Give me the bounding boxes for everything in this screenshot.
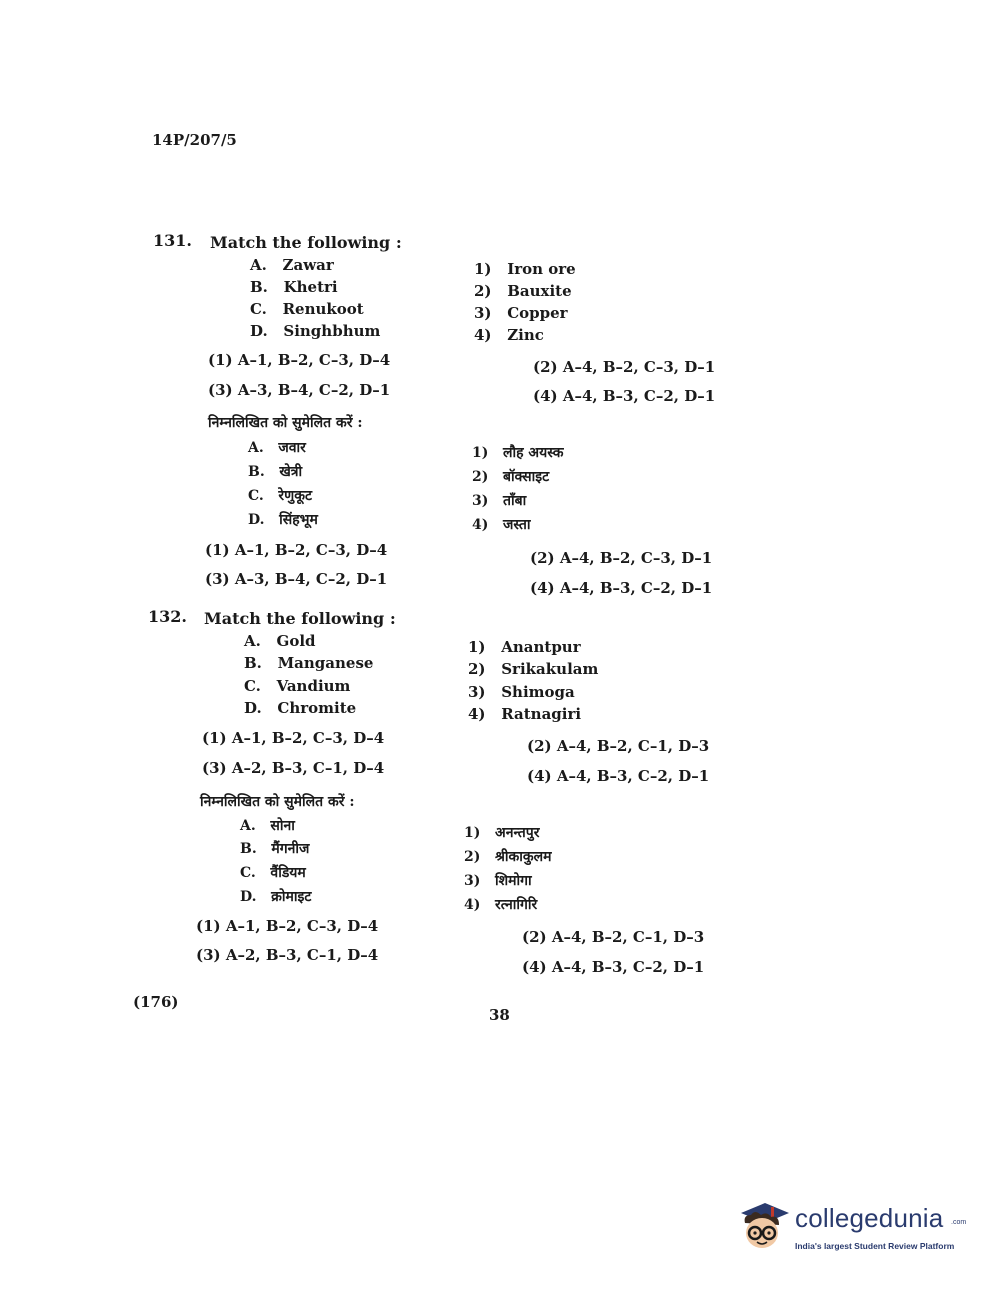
list-item: 2) श्रीकाकुलम: [464, 849, 552, 865]
list-item: 1) अनन्तपुर: [464, 825, 540, 841]
question-prompt-hi: निम्नलिखित को सुमेलित करें :: [200, 794, 355, 810]
list-item: C. Renukoot: [250, 300, 364, 318]
option-4: (4) A–4, B–3, C–2, D–1: [533, 387, 716, 405]
option-1-hi: (1) A–1, B–2, C–3, D–4: [205, 541, 388, 559]
question-prompt-en: Match the following :: [204, 609, 396, 628]
option-2: (2) A–4, B–2, C–1, D–3: [527, 737, 710, 755]
option-2-hi: (2) A–4, B–2, C–3, D–1: [530, 549, 713, 567]
question-prompt-hi: निम्नलिखित को सुमेलित करें :: [208, 415, 363, 431]
list-item: 4) रत्नागिरि: [464, 897, 538, 913]
option-4: (4) A–4, B–3, C–2, D–1: [527, 767, 710, 785]
list-item: A. जवार: [248, 440, 306, 456]
list-item: D. Singhbhum: [250, 322, 381, 340]
list-item: 3) ताँबा: [472, 493, 527, 509]
option-3: (3) A–2, B–3, C–1, D–4: [202, 759, 385, 777]
list-item: 2) Srikakulam: [468, 660, 599, 678]
option-4-hi: (4) A–4, B–3, C–2, D–1: [530, 579, 713, 597]
option-3-hi: (3) A–3, B–4, C–2, D–1: [205, 570, 388, 588]
option-4-hi: (4) A–4, B–3, C–2, D–1: [522, 958, 705, 976]
list-item: 4) जस्ता: [472, 517, 531, 533]
option-1: (1) A–1, B–2, C–3, D–4: [202, 729, 385, 747]
list-item: B. खेत्री: [248, 464, 303, 480]
option-3-hi: (3) A–2, B–3, C–1, D–4: [196, 946, 379, 964]
list-item: C. वैंडियम: [240, 865, 306, 881]
list-item: C. रेणुकूट: [248, 488, 313, 504]
question-number: 131.: [153, 231, 192, 250]
list-item: 1) Iron ore: [474, 260, 576, 278]
list-item: 3) Copper: [474, 304, 568, 322]
list-item: B. मैंगनीज: [240, 841, 310, 857]
list-item: D. क्रोमाइट: [240, 889, 312, 905]
mascot-icon: [735, 1197, 793, 1261]
paper-code: 14P/207/5: [152, 131, 237, 149]
option-2: (2) A–4, B–2, C–3, D–1: [533, 358, 716, 376]
list-item: 3) शिमोगा: [464, 873, 532, 889]
list-item: 2) बॉक्साइट: [472, 469, 550, 485]
option-3: (3) A–3, B–4, C–2, D–1: [208, 381, 391, 399]
question-number: 132.: [148, 607, 187, 626]
option-1: (1) A–1, B–2, C–3, D–4: [208, 351, 391, 369]
list-item: A. सोना: [240, 818, 295, 834]
list-item: B. Manganese: [244, 654, 374, 672]
list-item: 3) Shimoga: [468, 683, 575, 701]
list-item: D. Chromite: [244, 699, 357, 717]
list-item: 1) Anantpur: [468, 638, 581, 656]
question-prompt-en: Match the following :: [210, 233, 402, 252]
list-item: 4) Ratnagiri: [468, 705, 582, 723]
footer-code: (176): [133, 993, 179, 1011]
list-item: 1) लौह अयस्क: [472, 445, 564, 461]
option-1-hi: (1) A–1, B–2, C–3, D–4: [196, 917, 379, 935]
list-item: 2) Bauxite: [474, 282, 572, 300]
page-number: 38: [489, 1006, 510, 1024]
list-item: B. Khetri: [250, 278, 338, 296]
list-item: A. Gold: [244, 632, 316, 650]
logo-tagline: India's largest Student Review Platform: [795, 1241, 955, 1251]
collegedunia-logo: [735, 1195, 965, 1265]
list-item: A. Zawar: [250, 256, 334, 274]
logo-suffix: .com: [951, 1219, 967, 1226]
option-2-hi: (2) A–4, B–2, C–1, D–3: [522, 928, 705, 946]
logo-wordmark: collegedunia: [795, 1203, 944, 1233]
list-item: C. Vandium: [244, 677, 351, 695]
list-item: D. सिंहभूम: [248, 512, 318, 528]
list-item: 4) Zinc: [474, 326, 544, 344]
